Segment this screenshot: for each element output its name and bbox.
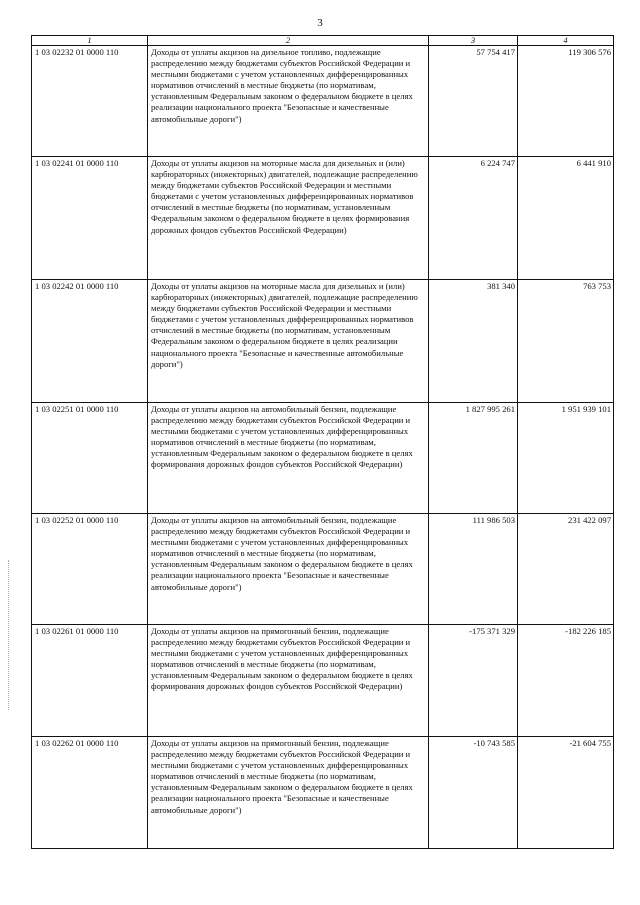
column-header-2: 2 bbox=[148, 36, 429, 46]
amount-column-4: 119 306 576 bbox=[518, 46, 614, 157]
table-row bbox=[32, 514, 614, 625]
amount-column-3: 1 827 995 261 bbox=[429, 403, 518, 514]
amount-column-3: -175 371 329 bbox=[429, 625, 518, 737]
revenue-description: Доходы от уплаты акцизов на автомобильный бензин, подлежащие распределению между бюджетами субъектов Российской Федерации и местными бюджетами с учетом установленных дифференцированных нормативов отчислений в местные бюджеты (по нормативам, установленным Федеральным законом о федеральном бюджете в целях реализации национального проекта "Безопасные и качественные автомобильные дороги") bbox=[148, 514, 429, 625]
amount-column-3: 57 754 417 bbox=[429, 46, 518, 157]
column-header-3: 3 bbox=[429, 36, 518, 46]
page-number: 3 bbox=[317, 17, 323, 29]
column-number-row bbox=[32, 36, 614, 46]
table-row bbox=[32, 625, 614, 737]
amount-column-4: -182 226 185 bbox=[518, 625, 614, 737]
revenue-table bbox=[31, 35, 614, 849]
revenue-description: Доходы от уплаты акцизов на прямогонный бензин, подлежащие распределению между бюджетами субъектов Российской Федерации и местными бюджетами с учетом установленных дифференцированных нормативов отчислений в местные бюджеты (по нормативам, установленным Федеральным законом о федеральном бюджете в целях формирования дорожных фондов субъектов Российской Федерации) bbox=[148, 625, 429, 737]
amount-column-3: -10 743 585 bbox=[429, 737, 518, 849]
revenue-description: Доходы от уплаты акцизов на автомобильный бензин, подлежащие распределению между бюджетами субъектов Российской Федерации и местными бюджетами с учетом установленных дифференцированных нормативов отчислений в местные бюджеты (по нормативам, установленным Федеральным законом о федеральном бюджете в целях формирования дорожных фондов субъектов Российской Федерации) bbox=[148, 403, 429, 514]
budget-code: 1 03 02261 01 0000 110 bbox=[32, 625, 148, 737]
budget-code: 1 03 02242 01 0000 110 bbox=[32, 280, 148, 403]
budget-code: 1 03 02232 01 0000 110 bbox=[32, 46, 148, 157]
budget-code: 1 03 02241 01 0000 110 bbox=[32, 157, 148, 280]
revenue-description: Доходы от уплаты акцизов на прямогонный бензин, подлежащие распределению между бюджетами субъектов Российской Федерации и местными бюджетами с учетом установленных дифференцированных нормативов отчислений в местные бюджеты (по нормативам, установленным Федеральным законом о федеральном бюджете в целях реализации национального проекта "Безопасные и качественные автомобильные дороги") bbox=[148, 737, 429, 849]
amount-column-4: 6 441 910 bbox=[518, 157, 614, 280]
table-row bbox=[32, 157, 614, 280]
budget-code: 1 03 02251 01 0000 110 bbox=[32, 403, 148, 514]
amount-column-4: 1 951 939 101 bbox=[518, 403, 614, 514]
amount-column-4: 231 422 097 bbox=[518, 514, 614, 625]
table-row bbox=[32, 46, 614, 157]
amount-column-4: -21 604 755 bbox=[518, 737, 614, 849]
amount-column-3: 111 986 503 bbox=[429, 514, 518, 625]
amount-column-3: 6 224 747 bbox=[429, 157, 518, 280]
amount-column-3: 381 340 bbox=[429, 280, 518, 403]
revenue-description: Доходы от уплаты акцизов на моторные масла для дизельных и (или) карбюраторных (инжекторных) двигателей, подлежащие распределению между бюджетами субъектов Российской Федерации и местными бюджетами с учетом установленных дифференцированных нормативов отчислений в местные бюджеты (по нормативам, установленным Федеральным законом о федеральном бюджете в целях реализации национального проекта "Безопасные и качественные автомобильные дороги") bbox=[148, 280, 429, 403]
budget-code: 1 03 02252 01 0000 110 bbox=[32, 514, 148, 625]
column-header-4: 4 bbox=[518, 36, 614, 46]
revenue-description: Доходы от уплаты акцизов на моторные масла для дизельных и (или) карбюраторных (инжекторных) двигателей, подлежащие распределению между бюджетами субъектов Российской Федерации и местными бюджетами с учетом установленных дифференцированных нормативов отчислений в местные бюджеты (по нормативам, установленным Федеральным законом о федеральном бюджете в целях формирования дорожных фондов субъектов Российской Федерации) bbox=[148, 157, 429, 280]
budget-code: 1 03 02262 01 0000 110 bbox=[32, 737, 148, 849]
column-header-1: 1 bbox=[32, 36, 148, 46]
table-row bbox=[32, 280, 614, 403]
revenue-description: Доходы от уплаты акцизов на дизельное топливо, подлежащие распределению между бюджетами субъектов Российской Федерации и местными бюджетами с учетом установленных дифференцированных нормативов отчислений в местные бюджеты (по нормативам, установленным Федеральным законом о федеральном бюджете в целях реализации национального проекта "Безопасные и качественные автомобильные дороги") bbox=[148, 46, 429, 157]
table-row bbox=[32, 737, 614, 849]
amount-column-4: 763 753 bbox=[518, 280, 614, 403]
scan-margin-artifact bbox=[8, 560, 10, 710]
table-row bbox=[32, 403, 614, 514]
